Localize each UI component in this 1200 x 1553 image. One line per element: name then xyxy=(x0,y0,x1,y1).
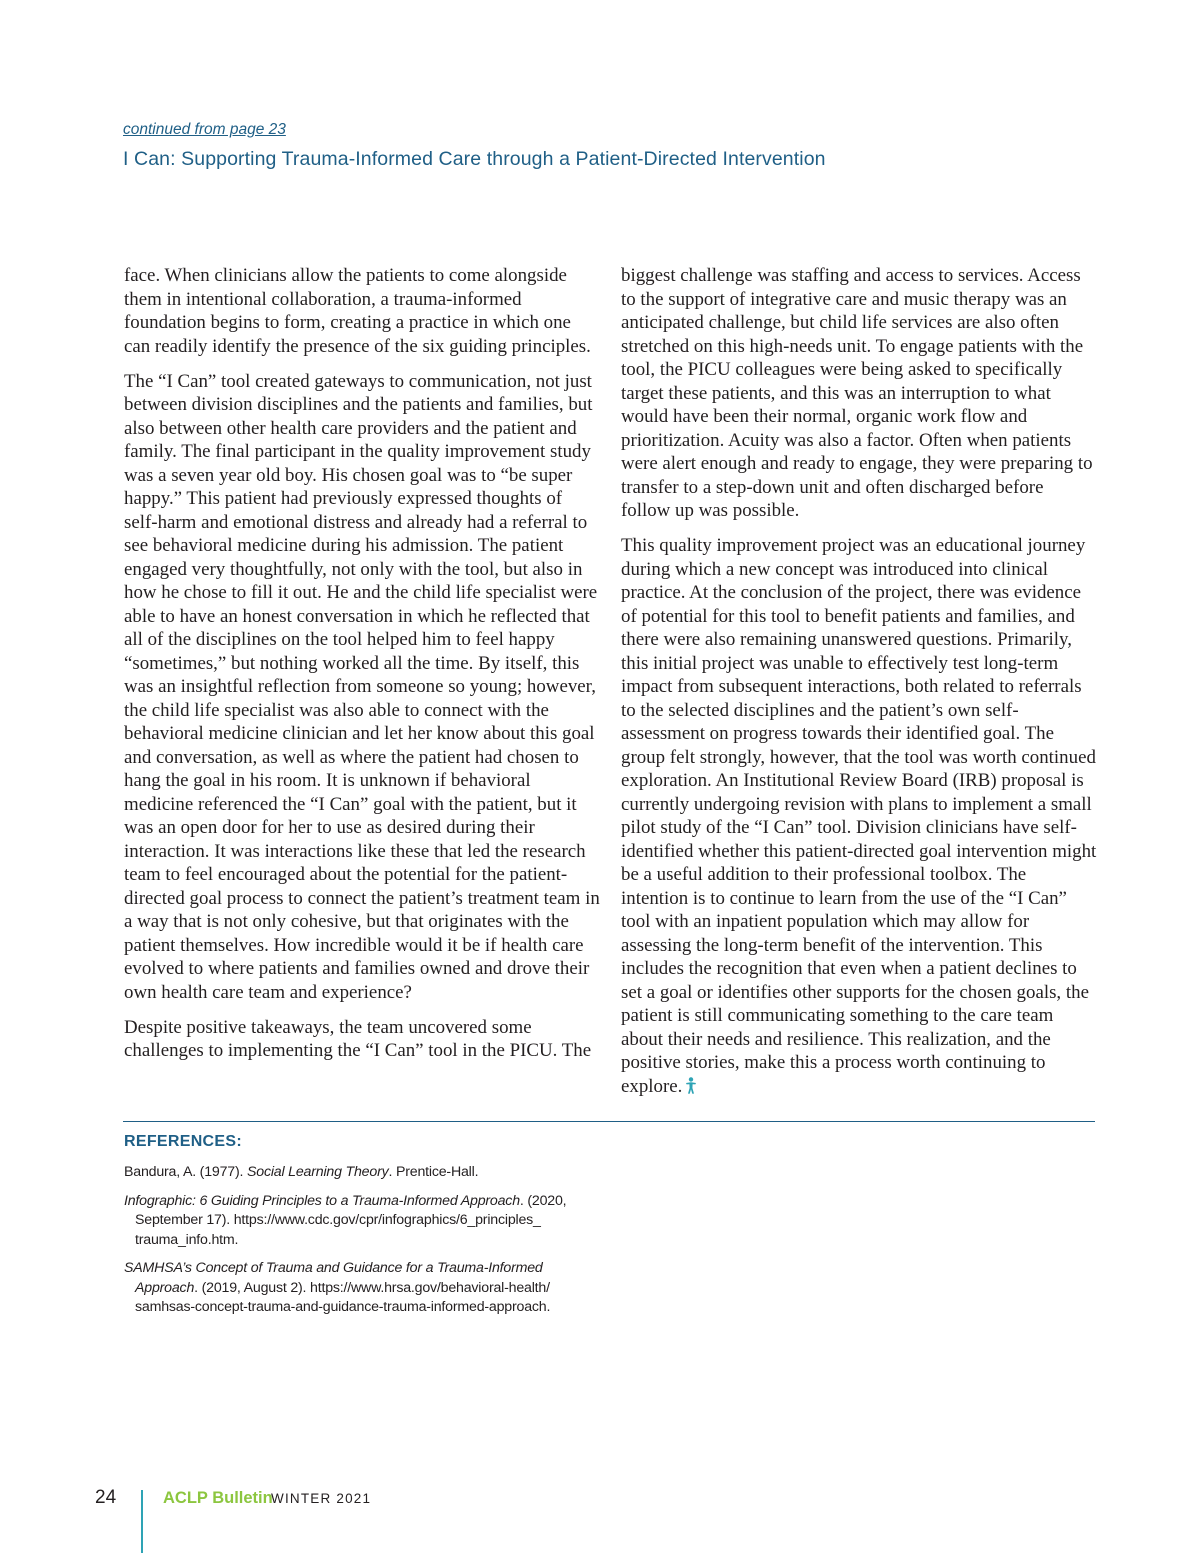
article-title: I Can: Supporting Trauma-Informed Care through a Patient-Directed Intervention xyxy=(123,148,826,170)
body-paragraph: face. When clinicians allow the patients to come alongside them in intentional collaboration, a trauma-informed foundation begins to form, creating a practice in which one can readily identify the presence of the six guiding principles. xyxy=(124,265,591,357)
references-list xyxy=(124,1163,594,1327)
references-divider xyxy=(123,1121,1095,1122)
footer-divider xyxy=(141,1490,143,1553)
body-paragraph-last xyxy=(621,534,1097,1100)
reference-item: Bandura, A. (1977). Social Learning Theory. Prentice-Hall. xyxy=(124,1164,479,1180)
page-number: 24 xyxy=(95,1487,117,1508)
body-paragraph-text: This quality improvement project was an educational journey during which a new concept was introduced into clinical practice. At the conclusion of the project, there was evidence of potential for this tool to benefit patients and families, and there were also remaining unanswered questions. Primarily, this initial project was unable to effectively test long-term impact from subsequent interactions, both related to referrals to the selected disciplines and the patient’s own self-assessment on progress towards their identified goal. The group felt strongly, however, that the tool was worth continued exploration. An Institutional Review Board (IRB) proposal is currently undergoing revision with plans to implement a small pilot study of the “I Can” tool. Division clinicians have self-identified whether this patient-directed goal intervention might be a useful addition to their professional toolbox. The intention is to continue to learn from the use of the “I Can” tool with an inpatient population which may allow for assessing the long-term benefit of the intervention. This includes the recognition that even when a patient declines to set a goal or identifies other supports for the chosen goals, the patient is still communicating something to the care team about their needs and resilience. This realization, and the positive stories, make this a process worth continuing to explore. xyxy=(621,535,1097,1097)
reference-item: Infographic: 6 Guiding Principles to a Trauma-Informed Approach. (2020, September 17). https://www.cdc.gov/cpr/infographics/6_principles_ trauma_info.htm. xyxy=(124,1192,567,1248)
body-paragraph: Despite positive takeaways, the team uncovered some challenges to implementing the “I Can” tool in the PICU. The xyxy=(124,1016,592,1061)
publication-name: ACLP Bulletin xyxy=(163,1489,273,1507)
body-paragraph: biggest challenge was staffing and access to services. Access to the support of integrative care and music therapy was an anticipated challenge, but child life services are also often stretched on this high-needs unit. To engage patients with the tool, the PICU colleagues were being asked to specifically target these patients, and this was an interruption to what would have been their normal, organic work flow and prioritization. Acuity was also a factor. Often when patients were alert enough and ready to engage, they were preparing to transfer to a step-down unit and often discharged before follow up was possible. xyxy=(621,265,1093,521)
references-heading: REFERENCES: xyxy=(124,1133,242,1150)
reference-item: SAMHSA’s Concept of Trauma and Guidance for a Trauma-Informed Approach. (2019, August 2). https://www.hrsa.gov/behavioral-health/ samhsas-concept-trauma-and-guidance-trauma-informed-approach. xyxy=(124,1260,551,1315)
issue-label: WINTER 2021 xyxy=(271,1491,372,1506)
body-paragraph: The “I Can” tool created gateways to communication, not just between division disciplines and the patients and families, but also between other health care providers and the patient and family. The final participant in the quality improvement study was a seven year old boy. His chosen goal was to “be super happy.” This patient had previously expressed thoughts of self-harm and emotional distress and already had a referral to see behavioral medicine during his admission. The patient engaged very thoughtfully, not only with the tool, but also in how he chose to fill it out. He and the child life specialist were able to have an honest conversation in which he reflected that all of the disciplines on the tool helped him to feel happy “sometimes,” but nothing worked all the time. By itself, this was an insightful reflection from someone so young; however, the child life specialist was also able to connect with the behavioral medicine clinician and let her know about this goal and conversation, as well as where the patient had chosen to hang the goal in his room. It is unknown if behavioral medicine referenced the “I Can” goal with the patient, but it was an open door for her to use as desired during their interaction. It was interactions like these that led the research team to feel encouraged about the potential for the patient-directed goal process to connect the patient’s treatment team in a way that is not only cohesive, but that originates with the patient themselves. How incredible would it be if health care evolved to where patients and families owned and drove their own health care team and experience? xyxy=(124,370,600,1003)
body-column-right xyxy=(621,264,1097,1112)
body-column-left xyxy=(124,264,600,1074)
continued-from-link[interactable]: continued from page 23 xyxy=(123,121,286,138)
person-figure-icon xyxy=(685,1077,697,1101)
